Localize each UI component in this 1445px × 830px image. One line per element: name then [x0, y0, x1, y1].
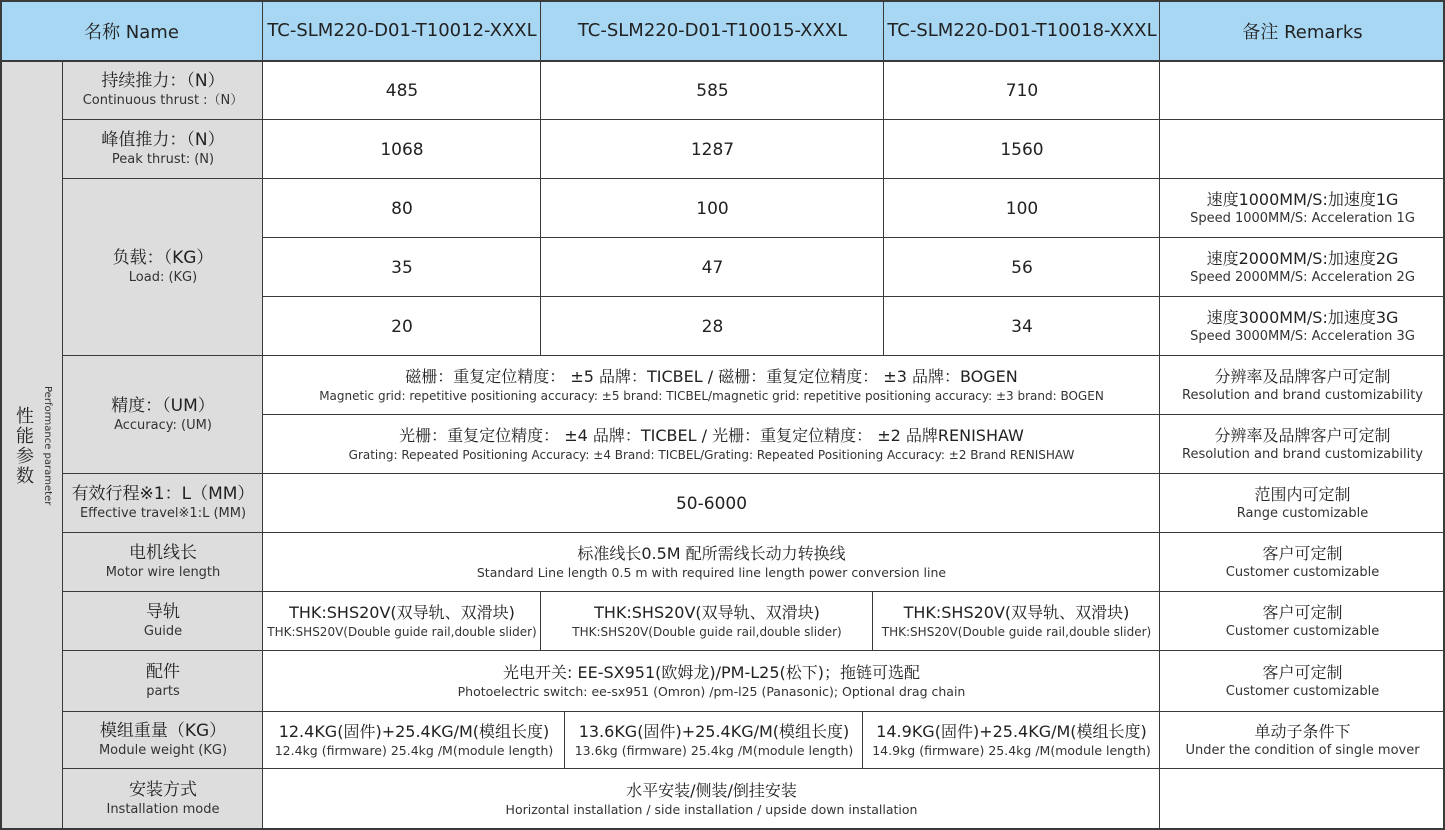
grid-line [564, 712, 565, 769]
header-model-3 [884, 0, 1160, 61]
label-accuracy [63, 356, 263, 474]
grid-line [63, 473, 1445, 474]
grid-line [1159, 0, 1160, 830]
section-label [0, 61, 63, 830]
grid-line [540, 0, 541, 61]
label-parts [63, 651, 263, 712]
value-cell [263, 120, 541, 179]
remark-zh: 速度3000MM/S:加速度3G [1206, 308, 1399, 327]
remark-cell [1160, 61, 1445, 120]
value-text: 1287 [690, 139, 735, 160]
accuracy-grating-cell [263, 415, 1160, 474]
header-name [0, 0, 263, 61]
section-label-zh: 性能参数 [13, 405, 34, 486]
remark-en: Customer customizable [1225, 565, 1380, 580]
value-en: 12.4kg (firmware) 25.4kg /M(module length) [274, 743, 554, 758]
remark-zh: 客户可定制 [1262, 544, 1343, 563]
weight-cell-2 [565, 712, 863, 769]
value-zh: 水平安装/侧装/倒挂安装 [626, 781, 797, 800]
grid-line [63, 711, 1445, 712]
remark-cell [1160, 179, 1445, 238]
label-zh: 精度：（UM） [111, 395, 215, 416]
label-load [63, 179, 263, 356]
value-cell [884, 238, 1160, 297]
remark-cell [1160, 712, 1445, 769]
grid-line [263, 414, 1445, 415]
remark-en: Range customizable [1236, 506, 1369, 521]
grid-line [63, 119, 1445, 120]
value-en: Standard Line length 0.5 m with required line length power conversion line [476, 565, 947, 580]
value-text: 585 [696, 80, 729, 101]
label-travel [63, 474, 263, 533]
label-en: Continuous thrust :（N） [82, 93, 244, 108]
value-text: 1068 [380, 139, 424, 160]
value-text: 50-6000 [675, 493, 748, 514]
label-en: parts [146, 684, 180, 699]
value-text: 20 [391, 316, 413, 337]
value-zh: 14.9KG(固件)+25.4KG/M(模组长度) [876, 722, 1147, 741]
value-cell [541, 297, 884, 356]
label-zh: 配件 [146, 662, 180, 682]
header-remarks [1160, 0, 1445, 61]
guide-cell-3 [873, 592, 1160, 651]
remark-en: Customer customizable [1225, 684, 1380, 699]
grid-line [63, 178, 1445, 179]
remark-cell [1160, 238, 1445, 297]
value-text: 1560 [1000, 139, 1044, 160]
remark-zh: 分辨率及品牌客户可定制 [1214, 367, 1391, 386]
value-en: THK:SHS20V(Double guide rail,double slider) [572, 625, 842, 639]
remark-en: Under the condition of single mover [1185, 743, 1420, 758]
remark-cell [1160, 120, 1445, 179]
value-en: Horizontal installation / side installation / upside down installation [505, 802, 918, 817]
label-continuous-thrust [63, 61, 263, 120]
value-en: THK:SHS20V(Double guide rail,double slider) [881, 625, 1152, 639]
value-en: Photoelectric switch: ee-sx951 (Omron) /pm-l25 (Panasonic); Optional drag chain [457, 684, 966, 699]
grid-line [0, 60, 1445, 62]
remark-en: Customer customizable [1225, 624, 1380, 639]
label-zh: 负载：（KG） [112, 248, 214, 268]
value-text: 34 [1011, 316, 1033, 337]
weight-cell-3 [863, 712, 1160, 769]
value-text: 56 [1011, 257, 1033, 278]
label-zh: 峰值推力：（N） [101, 130, 225, 150]
header-name-text: 名称 Name [84, 21, 179, 43]
remark-en: Resolution and brand customizability [1182, 388, 1423, 403]
value-cell [541, 120, 884, 179]
grid-line [872, 592, 873, 651]
label-en: Installation mode [106, 802, 220, 817]
grid-line [0, 0, 2, 830]
grid-line [883, 61, 884, 356]
label-en: Peak thrust: (N) [111, 152, 215, 167]
value-text: 710 [1005, 80, 1039, 101]
remark-en: Speed 1000MM/S: Acceleration 1G [1190, 211, 1415, 226]
header-model-1 [263, 0, 541, 61]
value-zh: THK:SHS20V(双导轨、双滑块) [289, 603, 515, 622]
value-cell [263, 179, 541, 238]
grid-line [540, 592, 541, 651]
remark-cell [1160, 651, 1445, 712]
guide-cell-1 [263, 592, 541, 651]
label-motor-wire [63, 533, 263, 592]
value-cell [263, 238, 541, 297]
value-text: 80 [391, 198, 413, 219]
label-weight [63, 712, 263, 769]
value-cell [884, 179, 1160, 238]
remark-cell [1160, 592, 1445, 651]
grid-line [262, 0, 263, 830]
remark-zh: 客户可定制 [1262, 603, 1343, 622]
remark-cell [1160, 415, 1445, 474]
remark-en: Speed 3000MM/S: Acceleration 3G [1190, 329, 1415, 344]
grid-line [263, 237, 1445, 238]
label-zh: 有效行程※1：L（MM） [71, 484, 255, 504]
grid-line [263, 296, 1445, 297]
label-en: Guide [143, 624, 183, 639]
label-zh: 持续推力：（N） [101, 71, 225, 91]
grid-line [883, 0, 884, 61]
label-en: Motor wire length [105, 565, 221, 580]
value-en: 14.9kg (firmware) 25.4kg /M(module length) [872, 743, 1151, 758]
weight-cell-1 [263, 712, 565, 769]
value-en: Grating: Repeated Positioning Accuracy: ±4 Brand: TICBEL/Grating: Repeated Positioning Accuracy: ±2 Brand RENISHAW [348, 448, 1075, 462]
guide-cell-2 [541, 592, 873, 651]
header-model-1-text: TC-SLM220-D01-T10012-XXXL [267, 20, 537, 41]
grid-line [540, 61, 541, 356]
label-zh: 安装方式 [129, 780, 197, 800]
value-zh: 13.6KG(固件)+25.4KG/M(模组长度) [578, 722, 850, 741]
install-value-cell [263, 769, 1160, 830]
value-en: Magnetic grid: repetitive positioning accuracy: ±5 brand: TICBEL/magnetic grid: repetitive positioning accuracy: ±3 brand: BOGEN [319, 389, 1104, 403]
value-en: THK:SHS20V(Double guide rail,double slider) [267, 625, 537, 639]
value-zh: THK:SHS20V(双导轨、双滑块) [594, 603, 820, 622]
grid-line [862, 712, 863, 769]
value-zh: 光栅：重复定位精度： ±4 品牌：TICBEL / 光栅：重复定位精度： ±2 品牌RENISHAW [399, 426, 1024, 445]
header-remarks-text: 备注 Remarks [1242, 21, 1363, 43]
remark-cell [1160, 474, 1445, 533]
value-cell [541, 61, 884, 120]
value-text: 100 [696, 198, 729, 219]
value-cell [263, 297, 541, 356]
value-en: 13.6kg (firmware) 25.4kg /M(module length) [574, 743, 854, 758]
remark-cell [1160, 297, 1445, 356]
value-text: 47 [701, 257, 724, 278]
label-zh: 导轨 [146, 602, 180, 622]
grid-line [63, 768, 1445, 769]
value-cell [884, 120, 1160, 179]
remark-zh: 客户可定制 [1262, 663, 1343, 682]
value-cell [884, 297, 1160, 356]
grid-line [63, 355, 1445, 356]
value-cell [263, 61, 541, 120]
grid-line [0, 0, 1445, 2]
motor-wire-value-cell [263, 533, 1160, 592]
grid-line [63, 591, 1445, 592]
section-label-en: Performance parameter [42, 385, 53, 506]
remark-cell [1160, 356, 1445, 415]
label-en: Load: (KG) [128, 270, 198, 285]
grid-line [63, 650, 1445, 651]
header-model-2 [541, 0, 884, 61]
remark-zh: 速度1000MM/S:加速度1G [1206, 190, 1399, 209]
accuracy-magnetic-cell [263, 356, 1160, 415]
value-cell [541, 179, 884, 238]
remark-en: Speed 2000MM/S: Acceleration 2G [1190, 270, 1415, 285]
label-zh: 模组重量（KG） [99, 721, 227, 741]
grid-line [63, 532, 1445, 533]
value-zh: THK:SHS20V(双导轨、双滑块) [903, 603, 1130, 622]
value-zh: 标准线长0.5M 配所需线长动力转换线 [577, 544, 846, 563]
value-cell [884, 61, 1160, 120]
remark-cell [1160, 533, 1445, 592]
value-zh: 磁栅：重复定位精度： ±5 品牌：TICBEL / 磁栅：重复定位精度： ±3 品牌：BOGEN [405, 367, 1018, 386]
remark-en: Resolution and brand customizability [1182, 447, 1423, 462]
grid-line [62, 61, 63, 830]
travel-value-cell [263, 474, 1160, 533]
value-text: 35 [391, 257, 413, 278]
label-zh: 电机线长 [129, 543, 197, 563]
label-en: Accuracy: (UM) [114, 417, 212, 433]
label-en: Effective travel※1:L (MM) [79, 506, 247, 521]
header-model-3-text: TC-SLM220-D01-T10018-XXXL [887, 20, 1157, 41]
remark-zh: 单动子条件下 [1254, 722, 1351, 741]
label-en: Module weight (KG) [98, 743, 228, 758]
remark-zh: 范围内可定制 [1254, 485, 1351, 504]
remark-cell [1160, 769, 1445, 830]
label-guide [63, 592, 263, 651]
parts-value-cell [263, 651, 1160, 712]
value-text: 100 [1005, 198, 1039, 219]
value-cell [541, 238, 884, 297]
value-zh: 光电开关: EE-SX951(欧姆龙)/PM-L25(松下)；拖链可选配 [503, 663, 920, 682]
label-install [63, 769, 263, 830]
value-text: 28 [701, 316, 724, 337]
remark-zh: 速度2000MM/S:加速度2G [1206, 249, 1399, 268]
value-text: 485 [385, 80, 419, 101]
remark-zh: 分辨率及品牌客户可定制 [1214, 426, 1391, 445]
value-zh: 12.4KG(固件)+25.4KG/M(模组长度) [278, 722, 550, 741]
header-model-2-text: TC-SLM220-D01-T10015-XXXL [577, 20, 848, 41]
label-peak-thrust [63, 120, 263, 179]
